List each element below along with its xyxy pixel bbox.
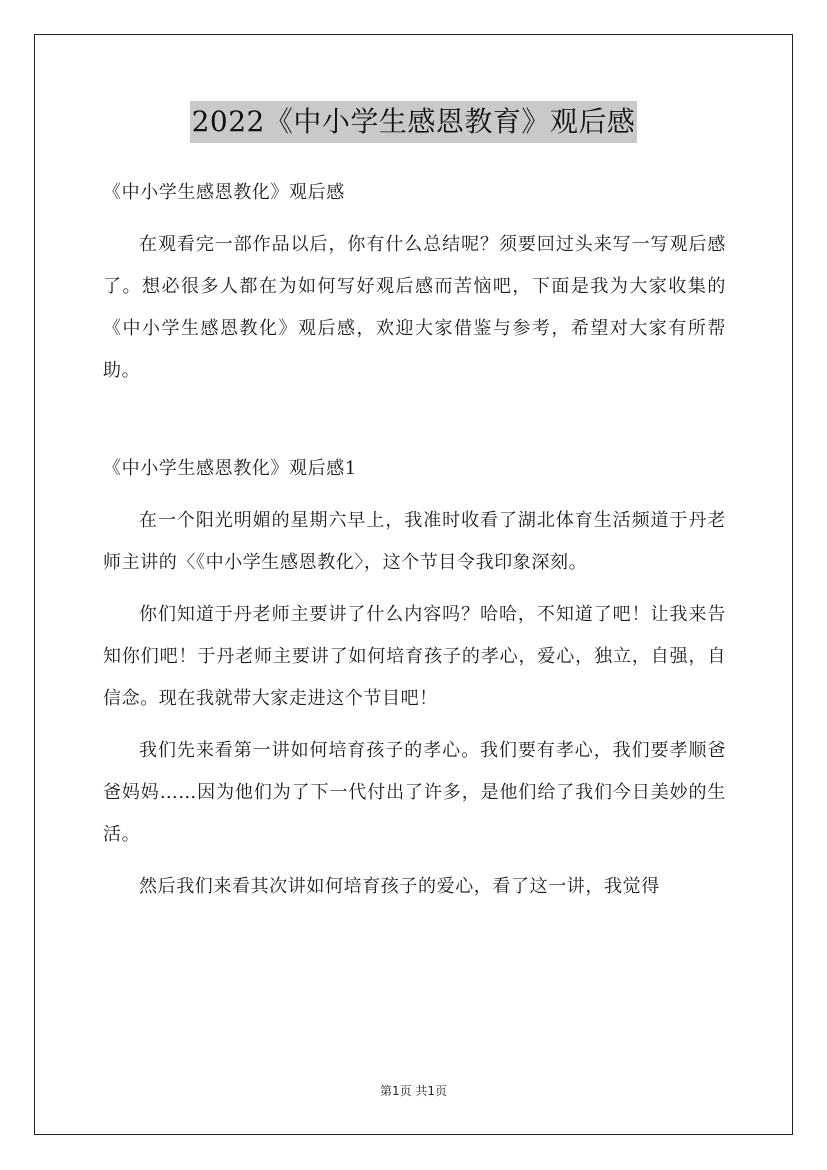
document-body xyxy=(103,172,726,918)
document-title: 2022《中小学生感恩教育》观后感 xyxy=(190,101,638,143)
paragraph: 我们先来看第一讲如何培育孩子的孝心。我们要有孝心，我们要孝顺爸爸妈妈……因为他们为了下一代付出了许多，是他们给了我们今日美妙的生活。 xyxy=(103,740,726,845)
paragraph: 然后我们来看其次讲如何培育孩子的爱心，看了这一讲，我觉得 xyxy=(139,876,660,897)
paragraph: 你们知道于丹老师主要讲了什么内容吗？哈哈，不知道了吧！让我来告知你们吧！于丹老师主要讲了如何培育孩子的孝心，爱心，独立，自强，自信念。现在我就带大家走进这个节目吧！ xyxy=(103,604,726,709)
section-heading-1: 《中小学生感恩教化》观后感1 xyxy=(103,458,357,479)
section-heading: 《中小学生感恩教化》观后感 xyxy=(103,182,345,203)
paragraph-intro: 在观看完一部作品以后，你有什么总结呢？须要回过头来写一写观后感了。想必很多人都在为如何写好观后感而苦恼吧，下面是我为大家收集的《中小学生感恩教化》观后感，欢迎大家借鉴与参考，希望对大家有所帮助。 xyxy=(103,234,726,381)
section-spacer xyxy=(103,402,726,448)
page-footer: 第1页 共1页 xyxy=(379,1084,448,1098)
title-container xyxy=(0,101,827,143)
paragraph: 在一个阳光明媚的星期六早上，我准时收看了湖北体育生活频道于丹老师主讲的〈《中小学生感恩教化〉，这个节目令我印象深刻。 xyxy=(103,510,726,573)
